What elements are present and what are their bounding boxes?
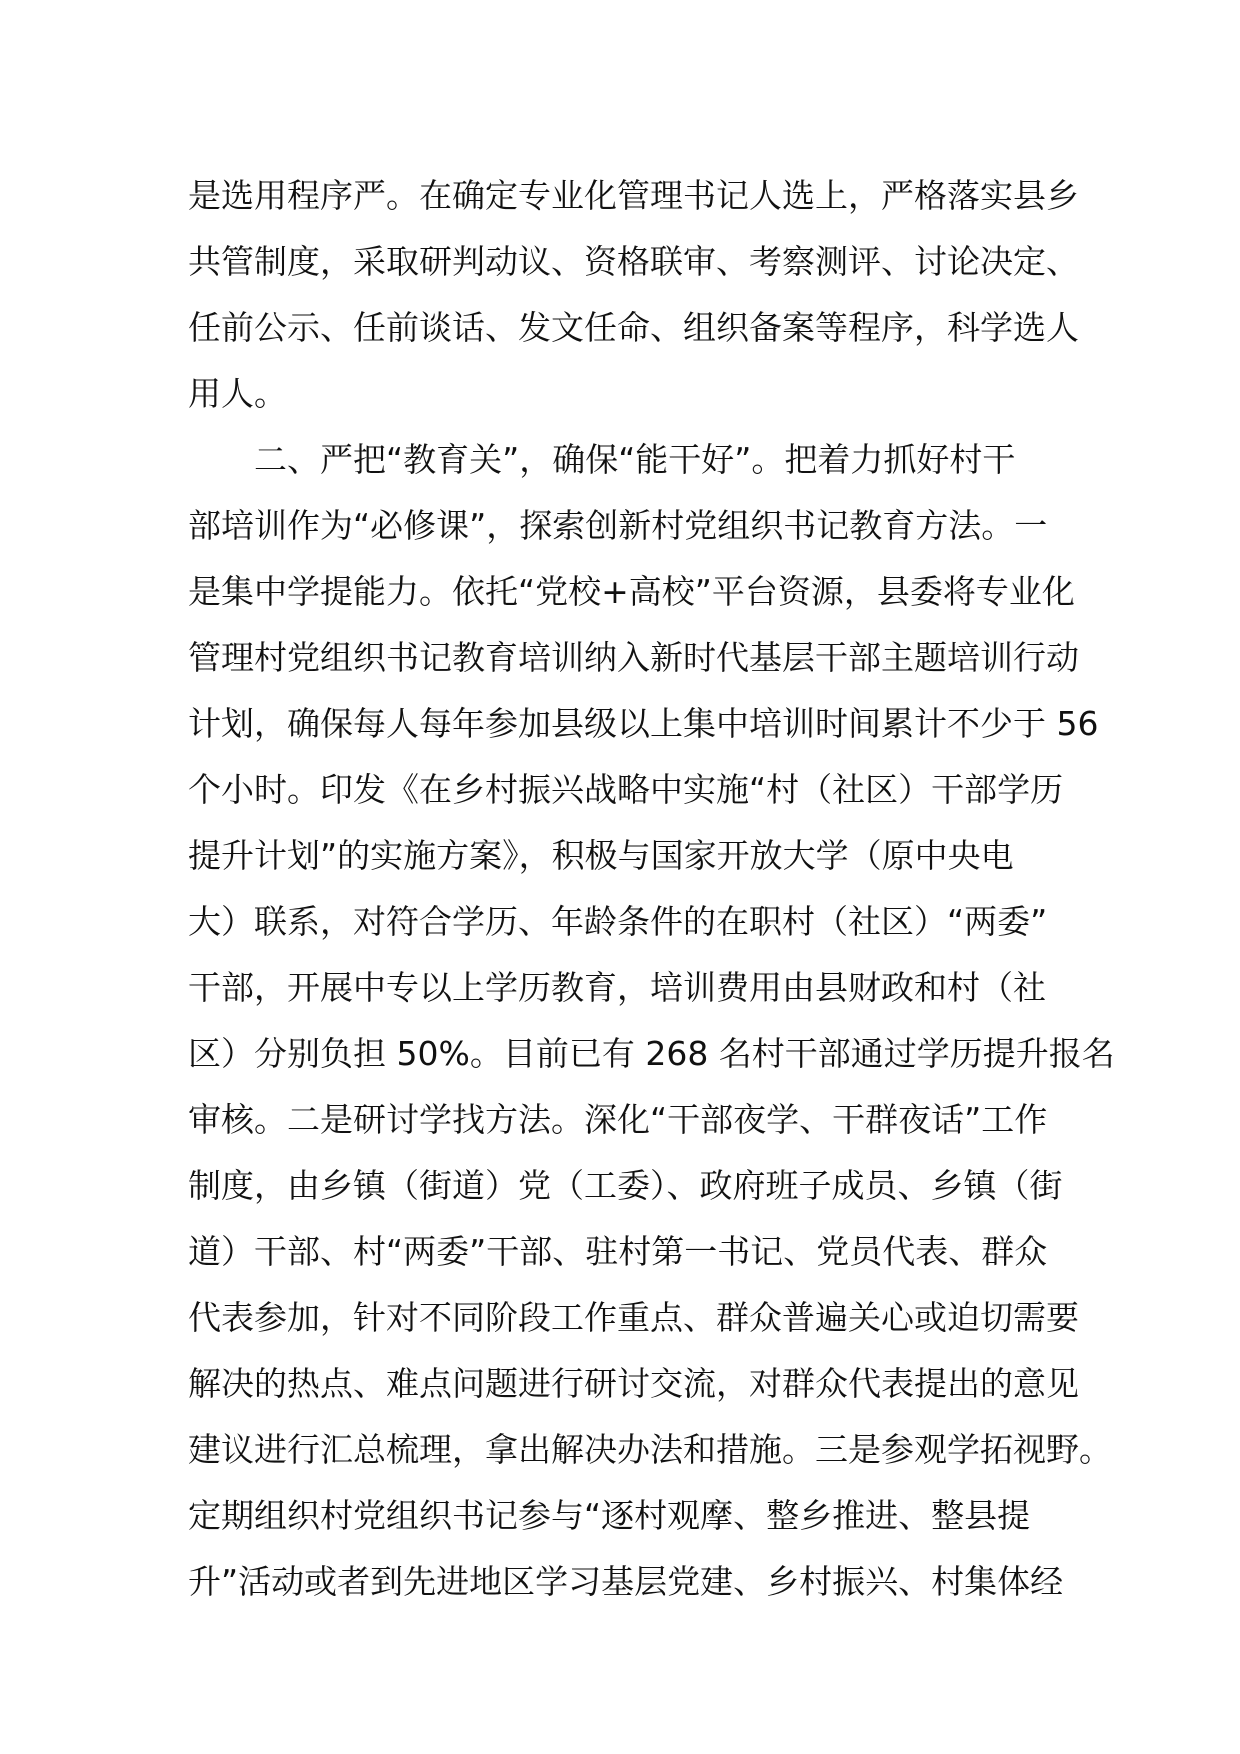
text-line: 是选用程序严。在确定专业化管理书记人选上，严格落实县乡 bbox=[188, 176, 1079, 215]
text-line: 是集中学提能力。依托“党校+高校”平台资源，县委将专业化 bbox=[188, 572, 1075, 611]
text-line: 制度，由乡镇（街道）党（工委）、政府班子成员、乡镇（街 bbox=[188, 1166, 1063, 1205]
text-line: 解决的热点、难点问题进行研讨交流，对群众代表提出的意见 bbox=[188, 1364, 1079, 1403]
text-line: 建议进行汇总梳理，拿出解决办法和措施。三是参观学拓视野。 bbox=[188, 1430, 1112, 1469]
text-line: 用人。 bbox=[188, 374, 287, 413]
text-line: 管理村党组织书记教育培训纳入新时代基层干部主题培训行动 bbox=[188, 638, 1079, 677]
text-line: 升”活动或者到先进地区学习基层党建、乡村振兴、村集体经 bbox=[188, 1562, 1064, 1601]
text-line: 干部，开展中专以上学历教育，培训费用由县财政和村（社 bbox=[188, 968, 1046, 1007]
text-line: 定期组织村党组织书记参与“逐村观摩、整乡推进、整县提 bbox=[188, 1496, 1031, 1535]
text-line: 提升计划”的实施方案》，积极与国家开放大学（原中央电 bbox=[188, 836, 1014, 875]
text-line: 二、严把“教育关”，确保“能干好”。把着力抓好村干 bbox=[188, 440, 1016, 479]
text-line: 个小时。印发《在乡村振兴战略中实施“村（社区）干部学历 bbox=[188, 770, 1064, 809]
text-line: 道）干部、村“两委”干部、驻村第一书记、党员代表、群众 bbox=[188, 1232, 1048, 1271]
text-line: 共管制度，采取研判动议、资格联审、考察测评、讨论决定、 bbox=[188, 242, 1079, 281]
text-line: 审核。二是研讨学找方法。深化“干部夜学、干群夜话”工作 bbox=[188, 1100, 1048, 1139]
text-line: 部培训作为“必修课”，探索创新村党组织书记教育方法。一 bbox=[188, 506, 1048, 545]
text-line: 大）联系，对符合学历、年龄条件的在职村（社区）“两委” bbox=[188, 902, 1048, 941]
text-line: 计划，确保每人每年参加县级以上集中培训时间累计不少于 56 bbox=[188, 704, 1099, 743]
text-line: 区）分别负担 50%。目前已有 268 名村干部通过学历提升报名 bbox=[188, 1034, 1115, 1073]
text-line: 任前公示、任前谈话、发文任命、组织备案等程序，科学选人 bbox=[188, 308, 1079, 347]
text-line: 代表参加，针对不同阶段工作重点、群众普遍关心或迫切需要 bbox=[188, 1298, 1079, 1337]
